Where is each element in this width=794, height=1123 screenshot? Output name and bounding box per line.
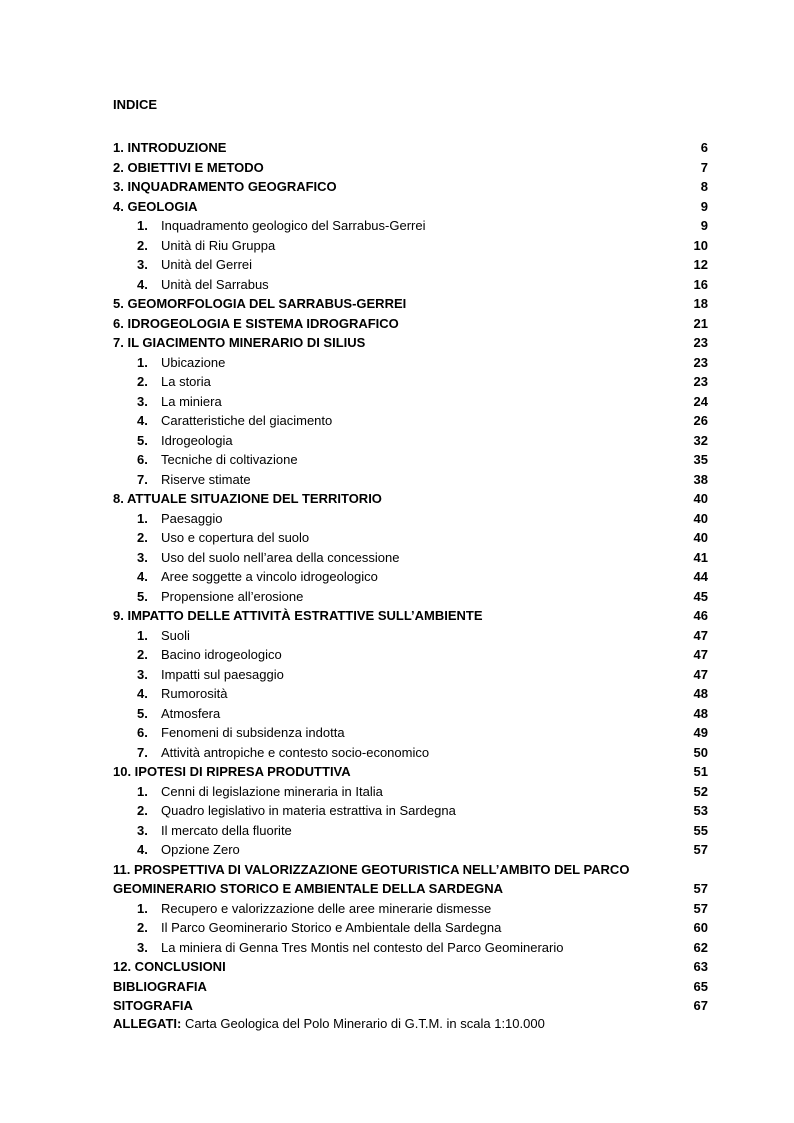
- toc-entry-number: 2.: [137, 530, 148, 545]
- toc-entry-page: 12: [693, 257, 708, 272]
- toc-entry: [113, 314, 708, 334]
- toc-entry-page: 32: [693, 432, 708, 448]
- toc-entry-label: BIBLIOGRAFIA: [113, 978, 207, 994]
- toc-entry: [113, 704, 708, 724]
- toc-entry-page: 23: [693, 374, 708, 389]
- toc-entry-label: GEOMINERARIO STORICO E AMBIENTALE DELLA SARDEGNA: [113, 881, 504, 896]
- toc-entry-page: 40: [693, 491, 708, 506]
- toc-entry-label: Riserve stimate: [161, 471, 251, 487]
- toc-entry-page: 16: [693, 276, 708, 292]
- toc-entry-page: 47: [693, 627, 708, 643]
- toc-entry-page: 23: [693, 354, 708, 370]
- toc-entry-number: 7.: [137, 471, 148, 487]
- toc-entry-number: 5.: [137, 432, 148, 448]
- toc-entry-page: 18: [693, 296, 708, 311]
- toc-entry-label: 3. INQUADRAMENTO GEOGRAFICO: [113, 179, 337, 194]
- toc-entry: [113, 801, 708, 821]
- toc-entry: [113, 626, 708, 646]
- toc-entry-page: 48: [693, 705, 708, 721]
- toc-entry-label: Il Parco Geominerario Storico e Ambientale della Sardegna: [161, 920, 502, 935]
- toc-entry: [113, 567, 708, 587]
- toc-entry-number: 3.: [137, 822, 148, 838]
- toc-entry-page: 48: [693, 686, 708, 701]
- toc-entry: [113, 372, 708, 392]
- toc-entry-page: 47: [693, 647, 708, 662]
- toc-entry-label: Bacino idrogeologico: [161, 647, 282, 662]
- toc-entry: [113, 762, 708, 782]
- toc-entry-label: Tecniche di coltivazione: [161, 452, 298, 467]
- toc-entry-label: Atmosfera: [161, 705, 221, 721]
- toc-entry: [113, 177, 708, 197]
- toc-entry-label: Aree soggette a vincolo idrogeologico: [161, 569, 378, 584]
- toc-entry-number: 6.: [137, 452, 148, 467]
- toc-entry-page: 6: [700, 140, 708, 155]
- toc-entry-label: Propensione all’erosione: [161, 588, 304, 604]
- toc-entry-label: Opzione Zero: [161, 842, 240, 857]
- table-of-contents: [113, 138, 708, 1016]
- toc-entry-number: 7.: [137, 744, 148, 760]
- toc-entry: [113, 138, 708, 158]
- toc-entry-page: 67: [693, 998, 708, 1013]
- toc-entry-label: Inquadramento geologico del Sarrabus-Gerrei: [161, 218, 426, 233]
- attachments-line: [113, 1016, 545, 1031]
- toc-entry-number: 3.: [137, 666, 148, 682]
- toc-entry-label: Unità del Sarrabus: [161, 276, 269, 292]
- toc-entry-page: 55: [693, 822, 708, 838]
- toc-entry-label: Il mercato della fluorite: [161, 822, 292, 838]
- toc-entry-page: 63: [693, 959, 708, 974]
- toc-entry-number: 4.: [137, 569, 148, 584]
- toc-entry-label: 8. ATTUALE SITUAZIONE DEL TERRITORIO: [113, 491, 382, 506]
- toc-entry: [113, 275, 708, 295]
- toc-entry-page: 41: [693, 549, 708, 565]
- toc-entry-label: Suoli: [161, 627, 190, 643]
- toc-entry-page: 23: [693, 335, 708, 350]
- toc-entry: [113, 665, 708, 685]
- toc-entry: [113, 899, 708, 919]
- toc-entry: [113, 918, 708, 938]
- toc-entry: [113, 957, 708, 977]
- toc-entry-page: 26: [693, 413, 708, 428]
- toc-entry-page: 65: [693, 978, 708, 994]
- toc-entry-page: 57: [693, 881, 708, 896]
- toc-entry: [113, 938, 708, 958]
- toc-entry-page: 53: [693, 803, 708, 818]
- toc-entry: [113, 840, 708, 860]
- toc-entry: [113, 684, 708, 704]
- toc-entry-label: Uso e copertura del suolo: [161, 530, 310, 545]
- toc-entry-label: Unità del Gerrei: [161, 257, 253, 272]
- toc-entry-number: 1.: [137, 627, 148, 643]
- toc-entry-page: 52: [693, 783, 708, 799]
- toc-entry: [113, 489, 708, 509]
- index-heading: INDICE: [113, 97, 158, 112]
- toc-entry: [113, 782, 708, 802]
- toc-entry-page: 9: [700, 198, 708, 214]
- toc-entry-label: Unità di Riu Gruppa: [161, 237, 276, 253]
- toc-entry-page: 49: [693, 725, 708, 740]
- toc-entry-label: 9. IMPATTO DELLE ATTIVITÀ ESTRATTIVE SULL’AMBIENTE: [113, 608, 483, 623]
- toc-entry-label: 6. IDROGEOLOGIA E SISTEMA IDROGRAFICO: [113, 315, 399, 331]
- toc-entry-label: Quadro legislativo in materia estrattiva in Sardegna: [161, 803, 456, 818]
- toc-entry-label: 10. IPOTESI DI RIPRESA PRODUTTIVA: [113, 764, 351, 779]
- toc-entry: [113, 977, 708, 997]
- toc-entry: [113, 431, 708, 451]
- toc-entry-label: 1. INTRODUZIONE: [113, 140, 227, 155]
- toc-entry-number: 4.: [137, 413, 148, 428]
- toc-entry-label: Uso del suolo nell’area della concessione: [161, 549, 400, 565]
- toc-entry-label: Recupero e valorizzazione delle aree minerarie dismesse: [161, 900, 492, 916]
- toc-entry: [113, 645, 708, 665]
- attachments-key: ALLEGATI:: [113, 1016, 182, 1031]
- toc-entry-label: La miniera: [161, 393, 222, 409]
- toc-entry: [113, 528, 708, 548]
- toc-entry: [113, 723, 708, 743]
- toc-entry-number: 2.: [137, 647, 148, 662]
- toc-entry-number: 1.: [137, 354, 148, 370]
- toc-entry: [113, 548, 708, 568]
- toc-entry-number: 5.: [137, 588, 148, 604]
- toc-entry: [113, 158, 708, 178]
- toc-entry-label: Caratteristiche del giacimento: [161, 413, 333, 428]
- toc-entry-number: 3.: [137, 549, 148, 565]
- toc-entry-page: 57: [693, 842, 708, 857]
- toc-entry: [113, 411, 708, 431]
- toc-entry: [113, 587, 708, 607]
- toc-entry-number: 1.: [137, 900, 148, 916]
- toc-entry-number: 4.: [137, 686, 148, 701]
- toc-entry-number: 3.: [137, 939, 148, 955]
- toc-entry: [113, 216, 708, 236]
- toc-entry-number: 3.: [137, 393, 148, 409]
- toc-entry-label: 7. IL GIACIMENTO MINERARIO DI SILIUS: [113, 335, 366, 350]
- toc-entry-label: Fenomeni di subsidenza indotta: [161, 725, 345, 740]
- toc-entry-number: 3.: [137, 257, 148, 272]
- attachments-text: Carta Geologica del Polo Minerario di G.T.M. in scala 1:10.000: [181, 1016, 545, 1031]
- toc-entry-label: La storia: [161, 374, 211, 389]
- toc-entry-page: 40: [693, 530, 708, 545]
- toc-entry-number: 5.: [137, 705, 148, 721]
- toc-entry-label: Paesaggio: [161, 510, 223, 526]
- toc-entry-page: 51: [693, 764, 708, 779]
- toc-entry: [113, 470, 708, 490]
- toc-entry-label: 2. OBIETTIVI E METODO: [113, 159, 264, 175]
- toc-entry-label: La miniera di Genna Tres Montis nel contesto del Parco Geominerario: [161, 939, 564, 955]
- toc-entry-page: 9: [700, 218, 708, 233]
- toc-entry-page: 24: [693, 393, 708, 409]
- toc-entry-label: Cenni di legislazione mineraria in Italia: [161, 783, 383, 799]
- toc-entry: [113, 333, 708, 353]
- toc-entry: [113, 879, 708, 899]
- toc-entry-page: 60: [693, 920, 708, 935]
- toc-entry: [113, 821, 708, 841]
- toc-entry: [113, 197, 708, 217]
- toc-entry-page: 10: [693, 237, 708, 253]
- toc-entry-label: Ubicazione: [161, 354, 226, 370]
- toc-entry-number: 1.: [137, 218, 148, 233]
- toc-entry: [113, 743, 708, 763]
- toc-entry-label: Attività antropiche e contesto socio-economico: [161, 744, 430, 760]
- toc-entry-label: 4. GEOLOGIA: [113, 198, 198, 214]
- toc-entry-page: 8: [700, 179, 708, 194]
- toc-entry: [113, 392, 708, 412]
- toc-entry-number: 1.: [137, 783, 148, 799]
- toc-entry-number: 4.: [137, 276, 148, 292]
- toc-entry-label: 5. GEOMORFOLOGIA DEL SARRABUS-GERREI: [113, 296, 407, 311]
- toc-entry-number: 4.: [137, 842, 148, 857]
- toc-entry-page: 35: [693, 452, 708, 467]
- toc-entry: [113, 996, 708, 1016]
- toc-entry-page: 44: [693, 569, 708, 584]
- toc-entry-page: 62: [693, 939, 708, 955]
- toc-entry-number: 2.: [137, 374, 148, 389]
- toc-entry-page: 57: [693, 900, 708, 916]
- toc-entry-page: 7: [700, 159, 708, 175]
- toc-entry-page: 47: [693, 666, 708, 682]
- toc-entry-number: 1.: [137, 510, 148, 526]
- toc-entry-page: 50: [693, 744, 708, 760]
- toc-entry: [113, 236, 708, 256]
- toc-entry-number: 2.: [137, 803, 148, 818]
- toc-entry-number: 2.: [137, 920, 148, 935]
- toc-entry: [113, 255, 708, 275]
- toc-entry: [113, 509, 708, 529]
- toc-entry: [113, 294, 708, 314]
- toc-entry-label: 11. PROSPETTIVA DI VALORIZZAZIONE GEOTURISTICA NELL’AMBITO DEL PARCO: [113, 861, 630, 877]
- toc-entry-label: Impatti sul paesaggio: [161, 666, 284, 682]
- toc-entry: [113, 353, 708, 373]
- toc-entry-number: 2.: [137, 237, 148, 253]
- toc-entry-label: Rumorosità: [161, 686, 228, 701]
- toc-entry: [113, 606, 708, 626]
- toc-entry-page: 21: [693, 315, 708, 331]
- toc-entry-page: 40: [693, 510, 708, 526]
- toc-entry-label: Idrogeologia: [161, 432, 233, 448]
- toc-entry-label: SITOGRAFIA: [113, 998, 193, 1013]
- toc-entry-page: 45: [693, 588, 708, 604]
- toc-entry: [113, 450, 708, 470]
- toc-entry-number: 6.: [137, 725, 148, 740]
- toc-entry: [113, 860, 708, 880]
- toc-entry-page: 46: [693, 608, 708, 623]
- toc-entry-label: 12. CONCLUSIONI: [113, 959, 226, 974]
- toc-entry-page: 38: [693, 471, 708, 487]
